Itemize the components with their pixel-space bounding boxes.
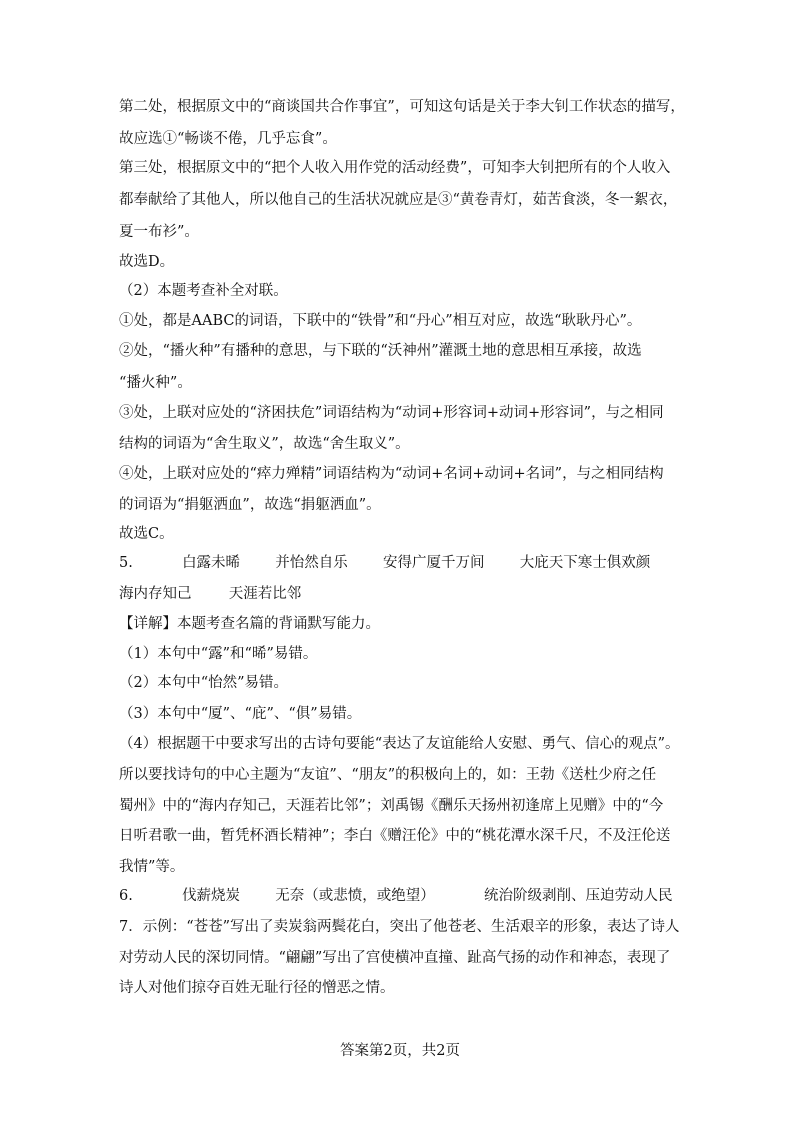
text-line: 故应选①“畅谈不倦，几乎忘食”。	[119, 131, 337, 147]
page-footer: 答案第2页，共2页	[340, 1043, 460, 1059]
text-line: ②处，“播火种”有播种的意思，与下联的“沃神州”灌溉土地的意思相互承接，故选	[119, 343, 642, 359]
text-line: 故选C。	[119, 526, 174, 542]
text-line: 【详解】本题考查名篇的背诵默写能力。	[119, 616, 380, 632]
text-line: 日听君歌一曲，暂凭杯酒长精神”；李白《赠汪伦》中的“桃花潭水深千尺，不及汪伦送	[119, 828, 671, 844]
q6-answer: 伐薪烧炭	[182, 888, 241, 904]
text-line: 的词语为“捐躯洒血”，故选“捐躯洒血”。	[119, 497, 381, 513]
text-line: 所以要找诗句的中心主题为“友谊”、“朋友”的积极向上的，如：王勃《送杜少府之任	[119, 767, 657, 783]
text-line: ①处，都是AABC的词语，下联中的“铁骨”和“丹心”相互对应，故选“耿耿丹心”。	[119, 313, 642, 329]
q5-answer-row	[119, 553, 650, 573]
text-line: 对劳动人民的深切同情。“翩翩”写出了宫使横冲直撞、趾高气扬的动作和神态，表现了	[119, 950, 671, 966]
text-line: （1）本句中“露”和“晞”易错。	[119, 646, 318, 662]
text-line: （3）本句中“厦”、“庇”、“俱”易错。	[119, 706, 362, 722]
text-line: （2）本题考查补全对联。	[119, 283, 288, 299]
text-line: 诗人对他们掠夺百姓无耻行径的憎恶之情。	[119, 980, 395, 996]
text-line: 结构的词语为“舍生取义”，故选“舍生取义”。	[119, 436, 410, 452]
text-line: “播火种”。	[119, 375, 192, 391]
text-line: 夏一布衫”。	[119, 224, 199, 240]
text-line: 故选D。	[119, 254, 175, 270]
q6-answer-row	[119, 886, 673, 906]
text-line: 蜀州》中的“海内存知己，天涯若比邻”；刘禹锡《酬乐天扬州初逢席上见赠》中的“今	[119, 798, 664, 814]
text-line: （2）本句中“怡然”易错。	[119, 675, 289, 691]
q5-answer: 天涯若比邻	[228, 586, 302, 602]
q5-answer: 大庇天下寒士俱欢颜	[519, 555, 651, 571]
text-line: ④处，上联对应处的“瘁力殚精”词语结构为“动词+名词+动词+名词”，与之相同结构	[119, 466, 664, 482]
text-line: 第二处，根据原文中的“商谈国共合作事宜”，可知这句话是关于李大钊工作状态的描写，	[119, 99, 685, 115]
q6-answer: 无奈（或悲愤，或绝望）	[275, 888, 435, 904]
text-line: 7．示例：“苍苍”写出了卖炭翁两鬓花白，突出了他苍老、生活艰辛的形象，表达了诗人	[119, 919, 680, 935]
q5-answer: 安得广厦千万间	[383, 555, 485, 571]
q5-answer: 海内存知己	[119, 586, 192, 602]
q6-answer: 统治阶级剥削、压迫劳动人民	[484, 888, 673, 904]
q5-number: 5.	[119, 555, 133, 571]
q5-answer: 白露未晞	[182, 555, 241, 571]
q5-answer-row	[119, 584, 301, 604]
text-line: ③处，上联对应处的“济困扶危”词语结构为“动词+形容词+动词+形容词”，与之相同	[119, 405, 664, 421]
q5-answer: 并怡然自乐	[275, 555, 348, 571]
q6-number: 6.	[119, 888, 133, 904]
text-line: 都奉献给了其他人，所以他自己的生活状况就应是③“黄卷青灯，茹苦食淡，冬一絮衣，	[119, 192, 678, 208]
text-line: 第三处，根据原文中的“把个人收入用作党的活动经费”，可知李大钊把所有的个人收入	[119, 160, 671, 176]
text-line: （4）根据题干中要求写出的古诗句要能“表达了友谊能给人安慰、勇气、信心的观点”。	[119, 736, 680, 752]
text-line: 我情”等。	[119, 859, 185, 875]
